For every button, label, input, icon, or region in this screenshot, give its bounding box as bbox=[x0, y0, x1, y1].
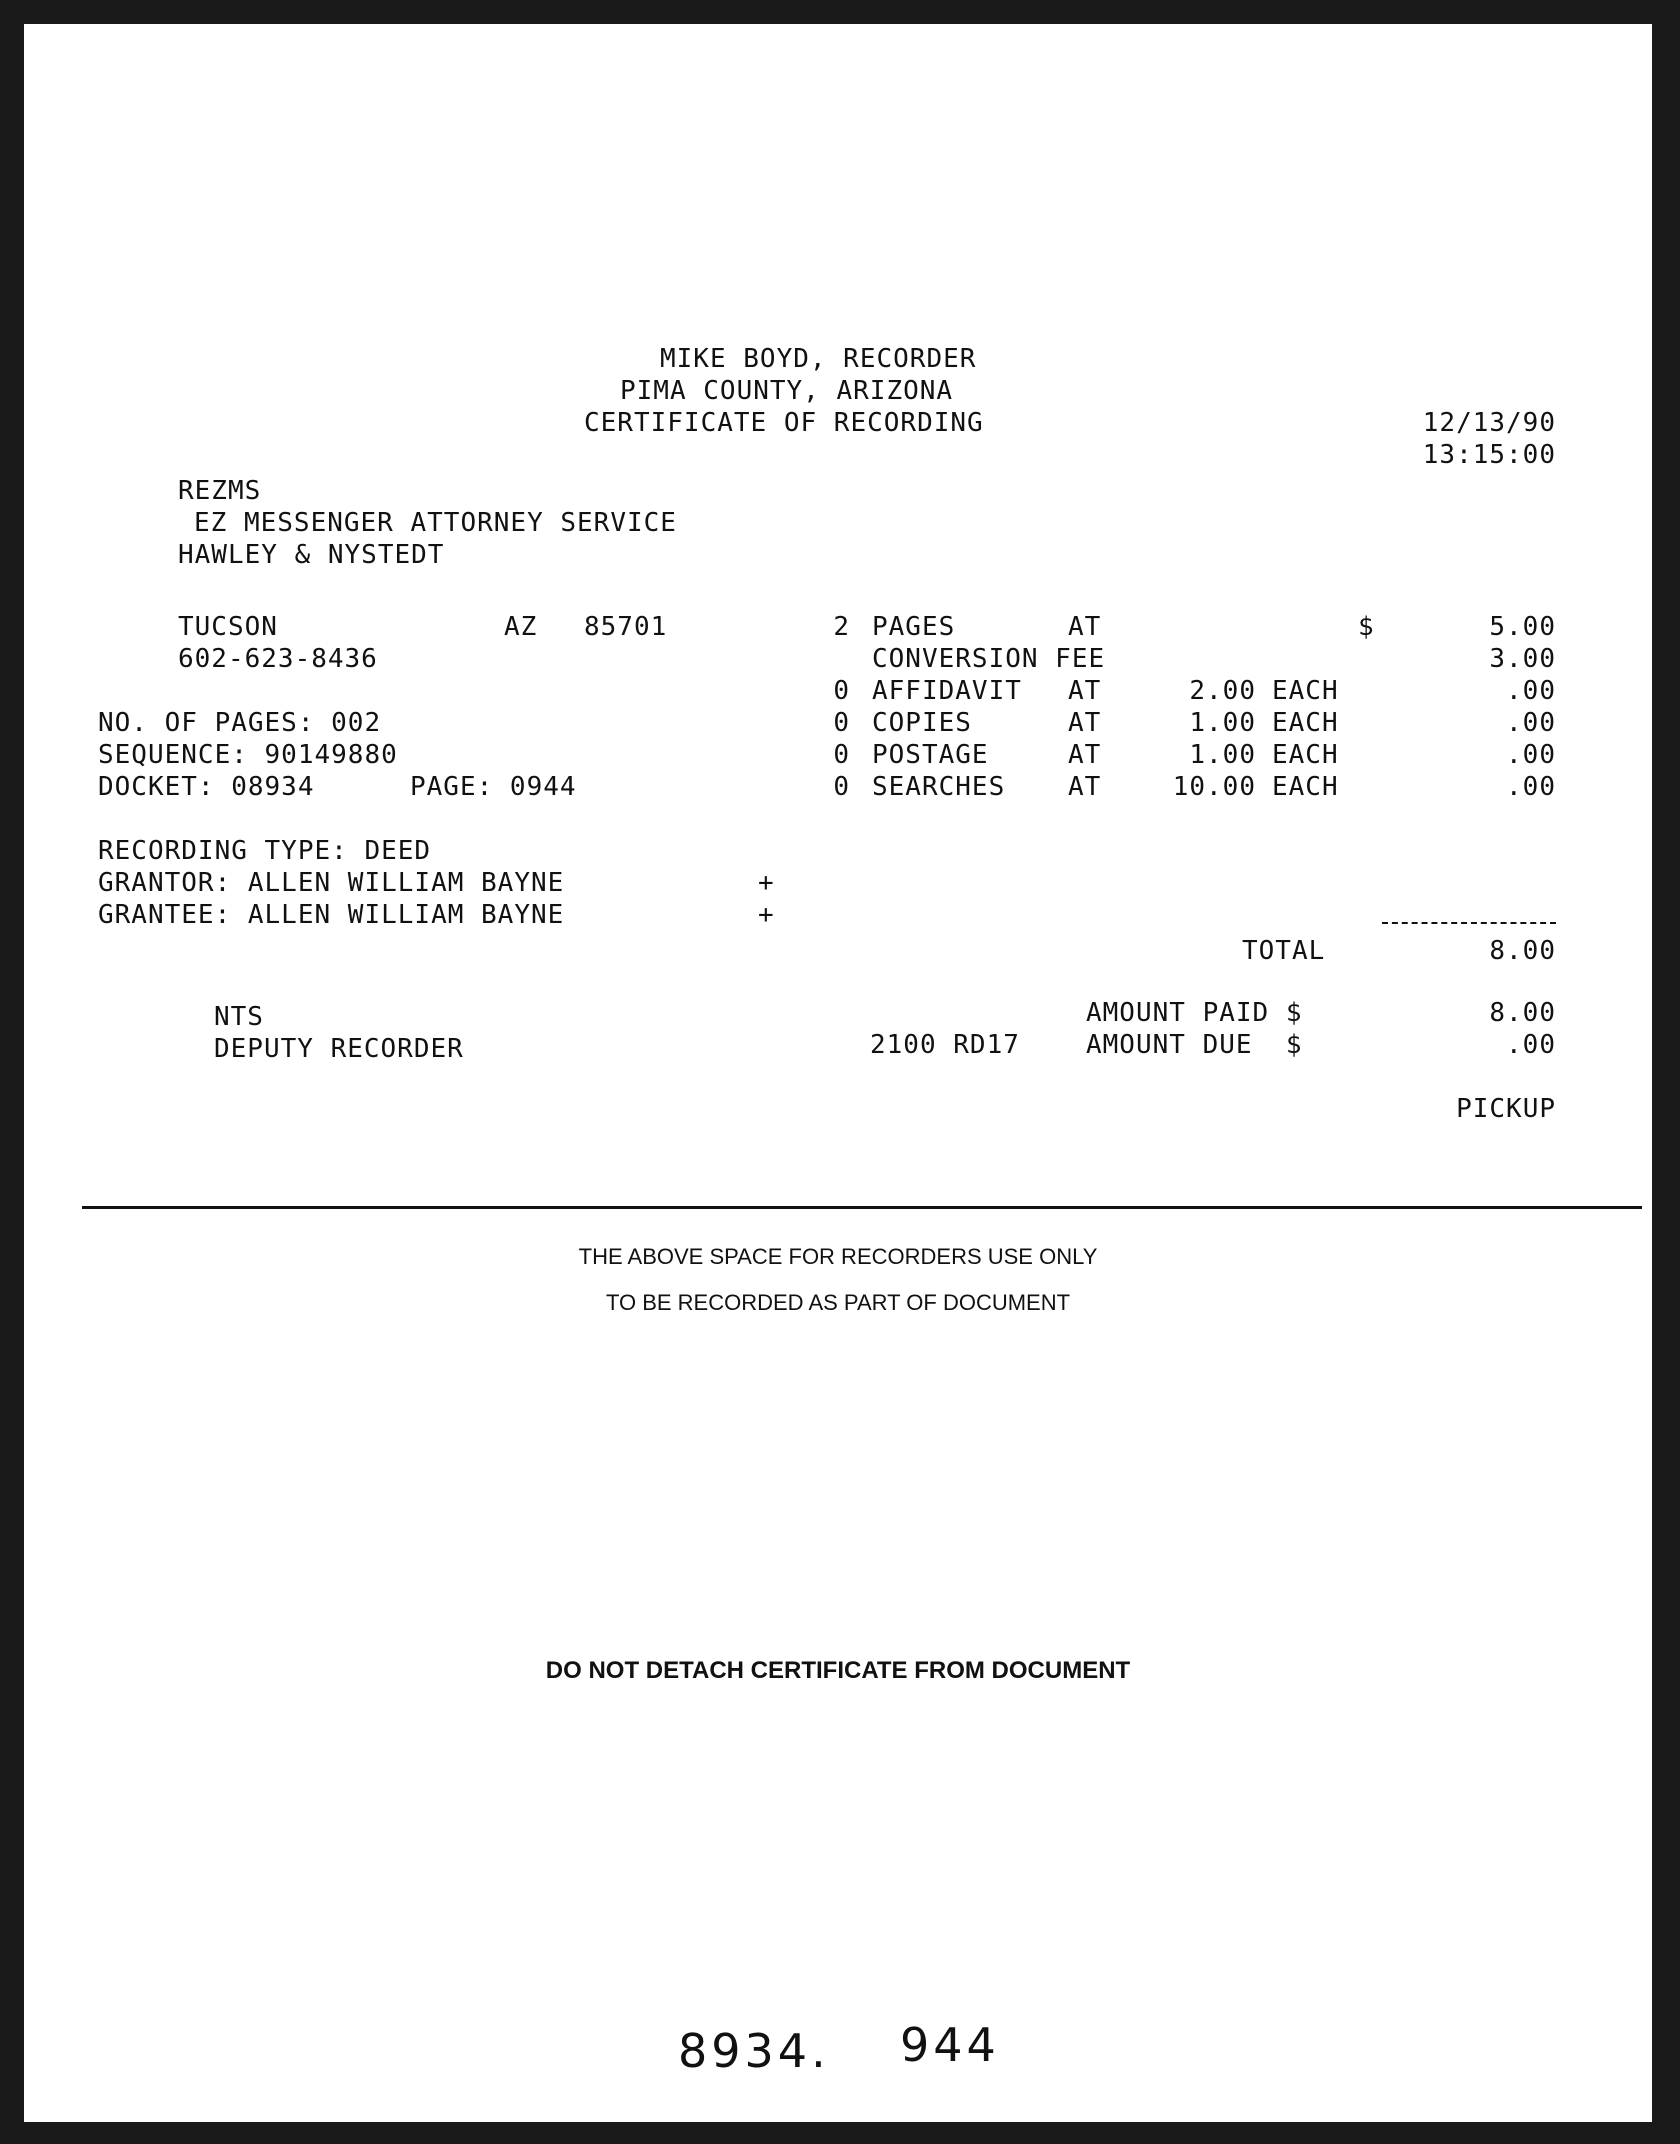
fee-qty: 2 bbox=[833, 612, 850, 642]
number-of-pages: NO. OF PAGES: 002 bbox=[98, 708, 382, 738]
deputy-initials: NTS bbox=[214, 1002, 264, 1032]
fee-item: CONVERSION FEE bbox=[872, 644, 1106, 674]
grantor: GRANTOR: ALLEN WILLIAM BAYNE bbox=[98, 868, 565, 898]
recorder-name: MIKE BOYD, RECORDER bbox=[660, 344, 977, 374]
fee-dollar-sign: $ bbox=[1358, 612, 1375, 642]
page-number: PAGE: 0944 bbox=[410, 772, 577, 802]
recorders-space-divider bbox=[82, 1206, 1642, 1209]
fee-each: EACH bbox=[1272, 740, 1339, 770]
deputy-title: DEPUTY RECORDER bbox=[214, 1034, 464, 1064]
record-time: 13:15:00 bbox=[1422, 440, 1556, 470]
handwritten-page: 944 bbox=[900, 2018, 1000, 2072]
grantee-plus: + bbox=[758, 900, 775, 930]
fee-qty: 0 bbox=[833, 772, 850, 802]
fee-rate: 1.00 bbox=[1189, 740, 1256, 770]
fee-qty: 0 bbox=[833, 708, 850, 738]
total-divider bbox=[1382, 922, 1556, 924]
total-label: TOTAL bbox=[1242, 936, 1326, 966]
grantor-plus: + bbox=[758, 868, 775, 898]
fee-qty: 0 bbox=[833, 676, 850, 706]
recorders-use-note: THE ABOVE SPACE FOR RECORDERS USE ONLY bbox=[578, 1244, 1098, 1269]
sequence-number: SEQUENCE: 90149880 bbox=[98, 740, 398, 770]
addressee-line1: EZ MESSENGER ATTORNEY SERVICE bbox=[194, 508, 677, 538]
record-date: 12/13/90 bbox=[1422, 408, 1556, 438]
docket-number: DOCKET: 08934 bbox=[98, 772, 315, 802]
total-amount: 8.00 bbox=[1489, 936, 1556, 966]
fee-item: AFFIDAVIT bbox=[872, 676, 1022, 706]
fee-each: EACH bbox=[1272, 708, 1339, 738]
addressee-state: AZ bbox=[504, 612, 538, 642]
fee-amount: 5.00 bbox=[1489, 612, 1556, 642]
fee-rate: 2.00 bbox=[1189, 676, 1256, 706]
fee-at: AT bbox=[1068, 772, 1102, 802]
fee-item: COPIES bbox=[872, 708, 972, 738]
certificate-page bbox=[24, 24, 1652, 2122]
fee-rate: 10.00 bbox=[1172, 772, 1256, 802]
fee-item: PAGES bbox=[872, 612, 956, 642]
fee-at: AT bbox=[1068, 676, 1102, 706]
fee-each: EACH bbox=[1272, 772, 1339, 802]
fee-amount: .00 bbox=[1506, 708, 1556, 738]
pickup-label: PICKUP bbox=[1456, 1094, 1556, 1124]
grantee: GRANTEE: ALLEN WILLIAM BAYNE bbox=[98, 900, 565, 930]
fee-at: AT bbox=[1068, 612, 1102, 642]
addressee-line2: HAWLEY & NYSTEDT bbox=[178, 540, 445, 570]
fee-at: AT bbox=[1068, 740, 1102, 770]
fee-rate: 1.00 bbox=[1189, 708, 1256, 738]
county-name: PIMA COUNTY, ARIZONA bbox=[620, 376, 954, 406]
fee-at: AT bbox=[1068, 708, 1102, 738]
do-not-detach-note: DO NOT DETACH CERTIFICATE FROM DOCUMENT bbox=[545, 1657, 1131, 1684]
fee-amount: .00 bbox=[1506, 772, 1556, 802]
certificate-title: CERTIFICATE OF RECORDING bbox=[584, 408, 984, 438]
fee-qty: 0 bbox=[833, 740, 850, 770]
fee-amount: 3.00 bbox=[1489, 644, 1556, 674]
addressee-zip: 85701 bbox=[584, 612, 668, 642]
addressee-city: TUCSON bbox=[178, 612, 278, 642]
amount-due: .00 bbox=[1506, 1030, 1556, 1060]
fee-amount: .00 bbox=[1506, 676, 1556, 706]
fee-item: POSTAGE bbox=[872, 740, 989, 770]
fee-amount: .00 bbox=[1506, 740, 1556, 770]
amount-due-label: AMOUNT DUE $ bbox=[1086, 1030, 1303, 1060]
amount-paid: 8.00 bbox=[1489, 998, 1556, 1028]
fee-each: EACH bbox=[1272, 676, 1339, 706]
fee-item: SEARCHES bbox=[872, 772, 1006, 802]
terminal-id: 2100 RD17 bbox=[870, 1030, 1020, 1060]
recorded-part-note: TO BE RECORDED AS PART OF DOCUMENT bbox=[605, 1290, 1071, 1315]
addressee-phone: 602-623-8436 bbox=[178, 644, 378, 674]
recording-type: RECORDING TYPE: DEED bbox=[98, 836, 432, 866]
handwritten-docket: 8934. bbox=[678, 2024, 830, 2078]
amount-paid-label: AMOUNT PAID $ bbox=[1086, 998, 1303, 1028]
addressee-code: REZMS bbox=[178, 476, 262, 506]
